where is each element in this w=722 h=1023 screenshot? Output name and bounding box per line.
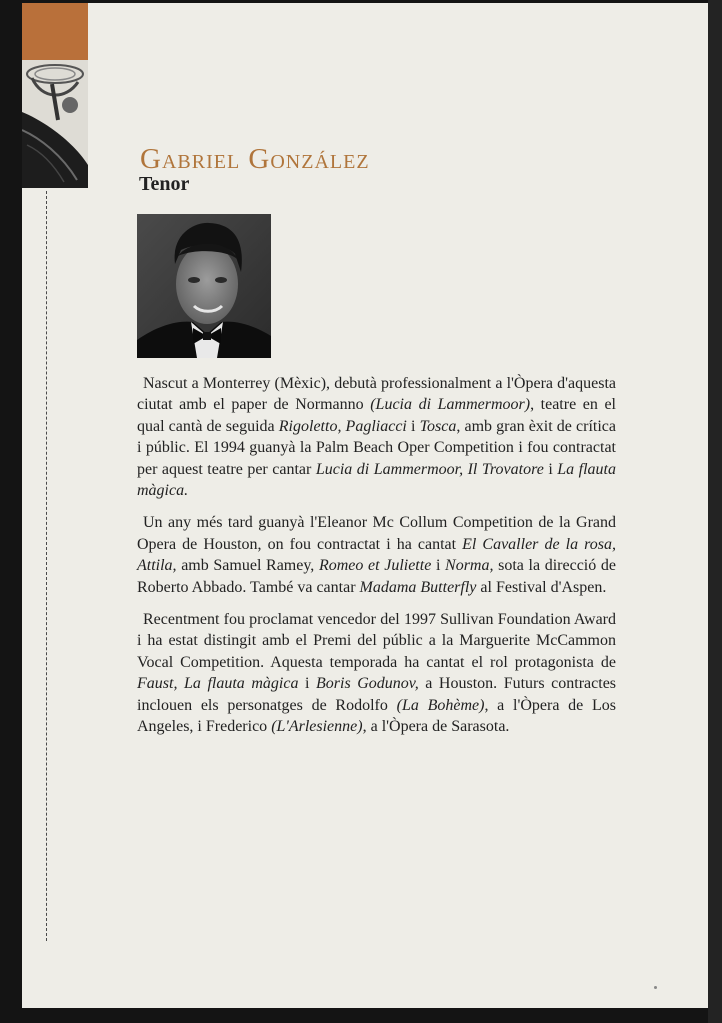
text-run: Un any més tard guanyà l'Eleanor Mc Collum Competition de la Grand Opera de Houston, on fou contractat i ha cantat bbox=[137, 514, 616, 553]
dashed-margin-line bbox=[46, 191, 47, 941]
text-run: i bbox=[406, 417, 420, 435]
italic-title: (Lucia di Lammermoor) bbox=[370, 396, 531, 414]
text-run: i bbox=[431, 557, 446, 575]
biography bbox=[137, 373, 616, 749]
text-run: a Houston. Futurs contractes inclouen els personatges de Rodolfo bbox=[137, 675, 617, 714]
italic-title: Norma, bbox=[445, 557, 494, 575]
text-run: , a l'Òpera de Sarasota. bbox=[362, 718, 510, 736]
italic-title: Boris Godunov, bbox=[316, 675, 419, 693]
italic-title: Faust, La flauta màgica bbox=[137, 675, 299, 693]
text-run: al Festival d'Aspen. bbox=[476, 578, 607, 596]
text-run: Recentment fou proclamat vencedor del 1997 Sullivan Foundation Award i ha estat distingit amb el Premi del públic a la Marguerite McCammon Vocal Competition. Aquesta temporada ha cantat el rol protagonista de bbox=[137, 611, 616, 671]
text-run: Nascut a Monterrey (Mèxic), debutà professionalment a l'Òpera d'aquesta ciutat amb el paper de Normanno bbox=[137, 375, 616, 414]
italic-title: Tosca bbox=[419, 417, 457, 435]
italic-title: Madama Butterfly bbox=[359, 578, 477, 596]
text-run: sota la direcció de Roberto Abbado. També va cantar bbox=[137, 557, 616, 596]
italic-title: Romeo et Juliette bbox=[318, 557, 432, 575]
text-run: i bbox=[298, 675, 317, 693]
corner-color-block bbox=[22, 3, 88, 60]
instrument-photo-icon bbox=[22, 60, 88, 188]
text-run: , a l'Òpera de Los Angeles, i Frederico bbox=[137, 696, 616, 736]
italic-title: (La Bohème) bbox=[396, 696, 485, 714]
singer-portrait bbox=[137, 214, 271, 358]
italic-title: (L'Arlesienne) bbox=[271, 718, 363, 736]
text-run: amb Samuel Ramey, bbox=[176, 557, 319, 575]
italic-title: El Cavaller de la rosa, Attila, bbox=[137, 535, 616, 575]
program-page bbox=[22, 3, 708, 1008]
text-run: i bbox=[543, 460, 558, 478]
voice-type: Tenor bbox=[139, 173, 190, 195]
text-run: , amb gran èxit de crítica i públic. El 1994 guanyà la Palm Beach Oper Competition i fou contractat per aquest teatre per cantar bbox=[137, 417, 617, 478]
singer-name: Gabriel González bbox=[140, 143, 370, 175]
italic-title: Lucia di Lammermoor, Il Trovatore bbox=[315, 460, 544, 478]
bio-paragraph-2 bbox=[137, 512, 616, 598]
page-edge-shadow bbox=[708, 0, 722, 1023]
italic-title: Rigoletto, Pagliacci bbox=[278, 417, 407, 435]
bio-paragraph-1 bbox=[137, 373, 616, 501]
bio-paragraph-3 bbox=[137, 609, 616, 737]
page-speck bbox=[654, 986, 657, 989]
text-run: , teatre en el qual cantà de seguida bbox=[137, 396, 616, 435]
italic-title: La flauta màgica. bbox=[137, 460, 617, 500]
